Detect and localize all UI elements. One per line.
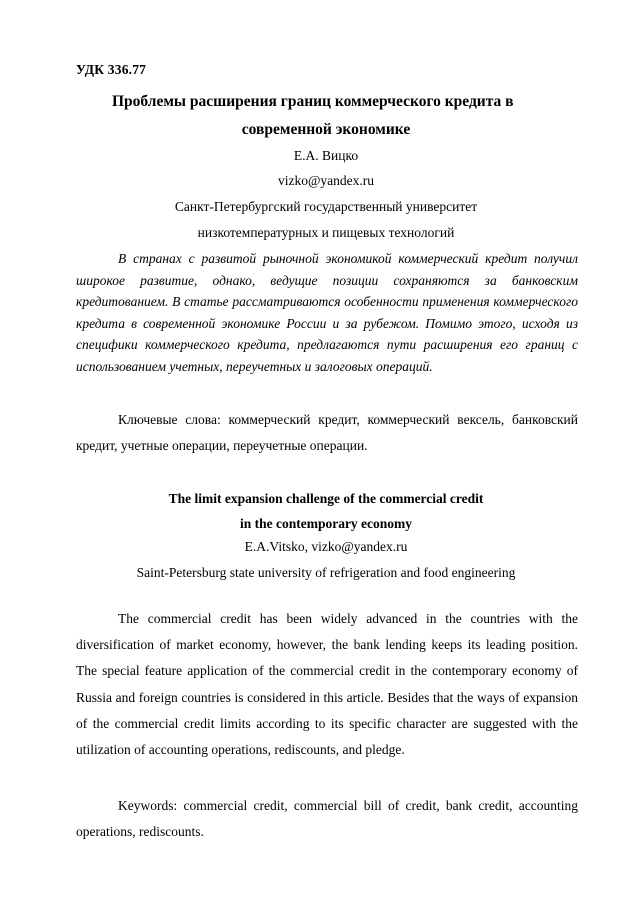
russian-author-email: vizko@yandex.ru [277,173,375,188]
russian-abstract: В странах с развитой рыночной экономикой коммерческий кредит получил широкое развитие, однако, ведущие позиции сохраняются за банковским кредитованием. В статье рассматриваются особенности применения коммерческого кредита в современной экономике России и за рубежом. Помимо этого, исходя из специфики коммерческого кредита, предлагаются пути расширения его границ с использованием учетных, переучетных и залоговых операций. [76,251,578,374]
english-title [76,486,576,536]
udc-code: УДК 336.77 [76,62,147,77]
russian-affiliation-line-1: Санкт-Петербургский государственный университет [174,199,478,214]
english-abstract: The commercial credit has been widely advanced in the countries with the diversification of market economy, however, the bank lending keeps its leading position. The special feature application of the commercial credit in the contemporary economy of Russia and foreign countries is considered in this article. Besides that the ways of expansion of the commercial credit limits according to its specific character are suggested with the utilization of accounting operations, rediscounts, and pledge. [76,611,578,758]
russian-affiliation-line-2: низкотемпературных и пищевых технологий [197,225,455,240]
english-affiliation: Saint-Petersburg state university of refrigeration and food engineering [136,565,516,580]
russian-title-line-1: Проблемы расширения границ коммерческого кредита в [112,93,514,110]
russian-title-line-2: современной экономике [241,121,411,138]
english-title-line-1: The limit expansion challenge of the commercial credit [168,491,484,506]
english-title-line-2: in the contemporary economy [239,516,413,531]
russian-title [76,88,576,144]
english-author-email: E.A.Vitsko, vizko@yandex.ru [244,539,408,554]
english-keywords: Keywords: commercial credit, commercial bill of credit, bank credit, accounting operations, rediscounts. [76,798,578,840]
russian-keywords: Ключевые слова: коммерческий кредит, коммерческий вексель, банковский кредит, учетные операции, переучетные операции. [76,412,578,453]
russian-author: Е.А. Вицко [293,148,359,163]
